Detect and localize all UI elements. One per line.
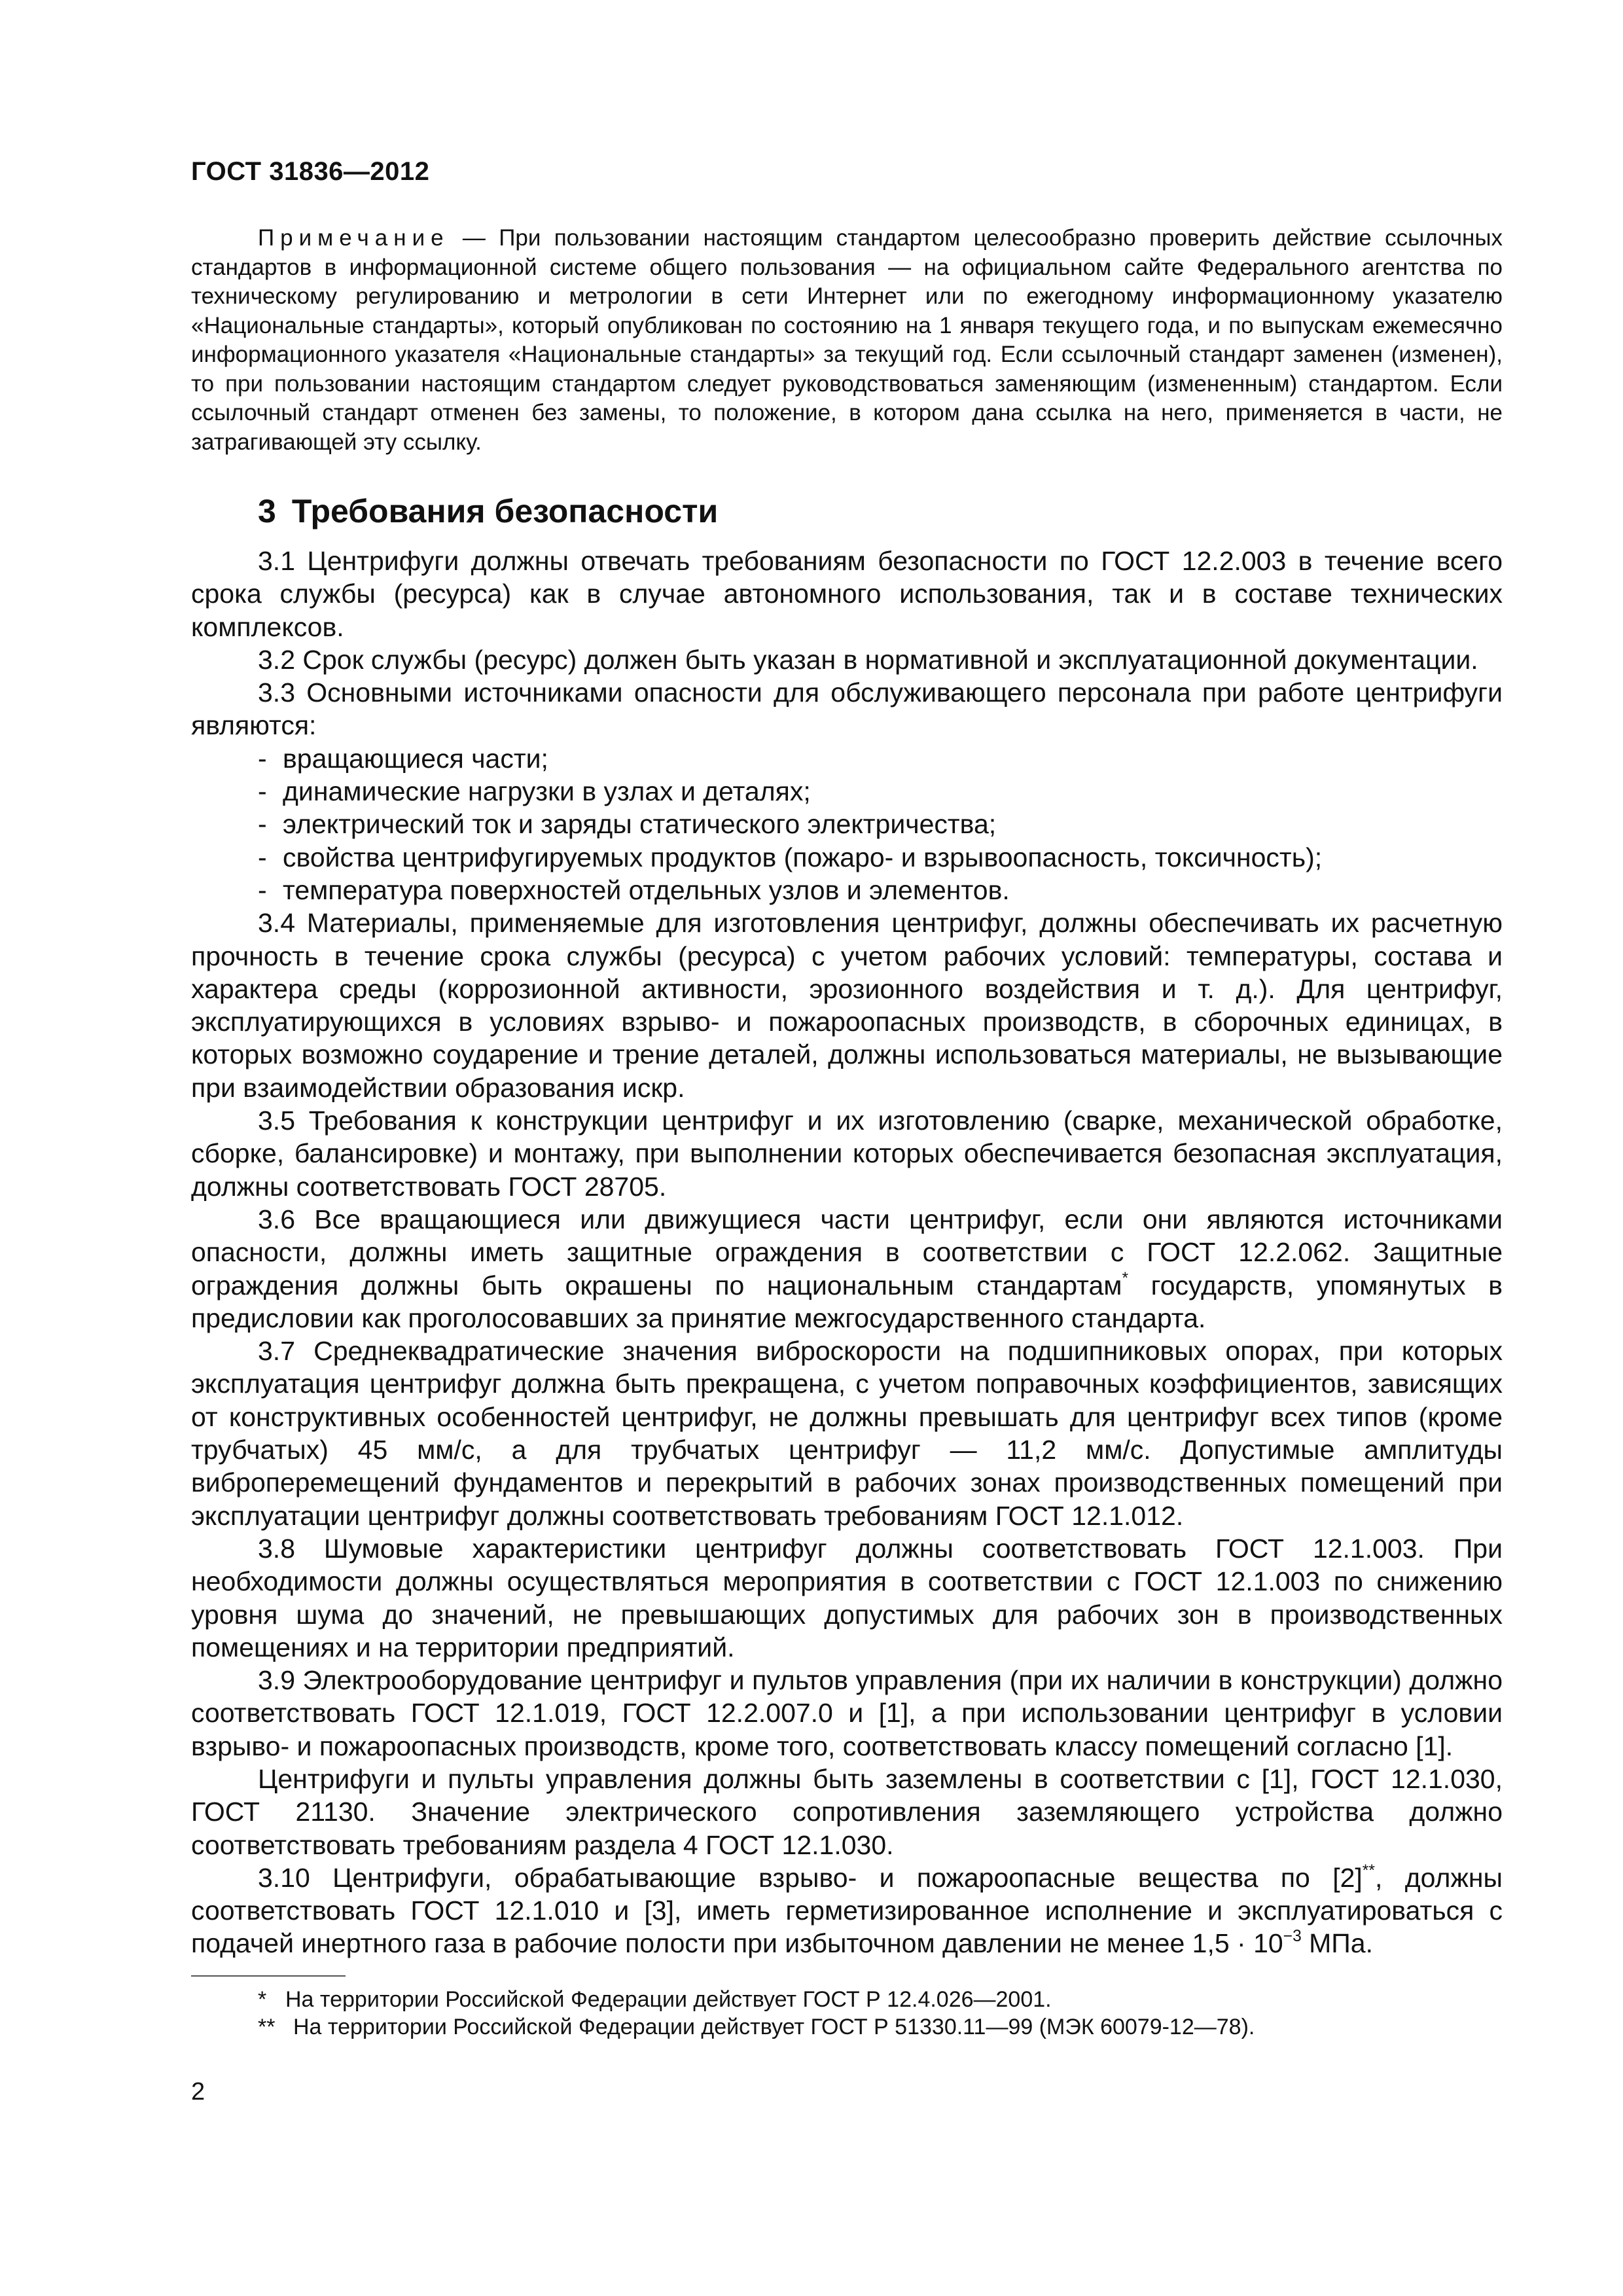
paragraph-3-5: 3.5 Требования к конструкции центрифуг и их изготовлению (сварке, механической обработке, сборке, балансировке) и монтажу, при выполнении которых обеспечивается безопасная эксплуатация, должны соответствовать ГОСТ 28705.	[191, 1105, 1503, 1202]
list-item-text: температура поверхностей отдельных узлов и элементов.	[283, 874, 1010, 905]
footnote-text: На территории Российской Федерации действует ГОСТ Р 51330.11—99 (МЭК 60079-12—78).	[293, 2015, 1255, 2039]
page-number: 2	[191, 2078, 205, 2106]
list-dash: -	[258, 842, 267, 872]
list-item-text: динамические нагрузки в узлах и деталях;	[283, 776, 811, 807]
list-dash: -	[258, 809, 267, 840]
paragraph-3-10-unit: МПа.	[1301, 1928, 1373, 1959]
paragraph-3-8: 3.8 Шумовые характеристики центрифуг должны соответствовать ГОСТ 12.1.003. При необходимости должны осуществляться мероприятия в соответствии с ГОСТ 12.1.003 по снижению уровня шума до значений, не превышающих допустимых для рабочих зон в производственных помещениях и на территории предприятий.	[191, 1533, 1503, 1662]
list-dash: -	[258, 776, 267, 807]
paragraph-3-9: 3.9 Электрооборудование центрифуг и пультов управления (при их наличии в конструкции) должно соответствовать ГОСТ 12.1.019, ГОСТ 12.2.007.0 и [1], а при использовании центрифуг в условии взрыво- и пожароопасных производств, кроме того, соответствовать классу помещений согласно [1].	[191, 1665, 1503, 1761]
paragraph-3-7: 3.7 Среднеквадратические значения виброскорости на подшипниковых опорах, при которых эксплуатация центрифуг должна быть прекращена, с учетом поправочных коэффициентов, зависящих от конструктивных особенностей центрифуг, не должны превышать для центрифуг всех типов (кроме трубчатых) 45 мм/с, а для трубчатых центрифуг — 11,2 мм/с. Допустимые амплитуды виброперемещений фундаментов и перекрытий в рабочих зонах производственных помещений при эксплуатации центрифуг должны соответствовать требованиям ГОСТ 12.1.012.	[191, 1336, 1503, 1531]
footnote-mark: **	[258, 2015, 276, 2039]
note-text: При пользовании настоящим стандартом целесообразно проверить действие ссылочных стандартов в информационной системе общего пользования — на официальном сайте Федерального агентства по техническому регулированию и метрологии в сети Интернет или по ежегодному информационному указателю «Национальные стандарты», который опубликован по состоянию на 1 января текущего года, и по выпускам ежемесячно информационного указателя «Национальные стандарты» за текущий год. Если ссылочный стандарт заменен (изменен), то при пользовании настоящим стандартом следует руководствоваться заменяющим (измененным) стандартом. Если ссылочный стандарт отменен без замены, то положение, в котором дана ссылка на него, применяется в части, не затрагивающей эту ссылку.	[191, 225, 1503, 455]
footnote-text: На территории Российской Федерации действует ГОСТ Р 12.4.026—2001.	[285, 1987, 1052, 2012]
list-dash: -	[258, 743, 267, 774]
hazard-list-item	[191, 742, 1503, 775]
exponent: −3	[1283, 1928, 1302, 1946]
paragraph-3-3: 3.3 Основными источниками опасности для обслуживающего персонала при работе центрифуги являются:	[191, 677, 1503, 741]
paragraph-3-10-text-cont: , должны соответствовать ГОСТ 12.1.010 и [3], иметь герметизированное исполнение и эксплуатироваться с подачей инертного газа в рабочие полости при избыточном давлении не менее 1,5 · 10	[191, 1862, 1503, 1959]
note-label: Примечание	[258, 225, 450, 251]
hazard-list-item	[191, 808, 1503, 840]
paragraph-3-6-text-cont: государств, упомянутых в предисловии как проголосовавших за принятие межгосударственного стандарта.	[191, 1270, 1503, 1333]
footnote-1	[258, 1986, 1255, 2013]
section-title: Требования безопасности	[291, 493, 719, 529]
list-item-text: вращающиеся части;	[283, 743, 548, 774]
footnote-ref-2: **	[1362, 1861, 1375, 1880]
list-item-text: электрический ток и заряды статического электричества;	[283, 809, 997, 840]
footnote-ref-1: *	[1122, 1269, 1129, 1287]
paragraph-3-10-text: 3.10 Центрифуги, обрабатывающие взрыво- и пожароопасные вещества по [2]	[258, 1862, 1363, 1893]
footnotes	[258, 1986, 1255, 2041]
paragraph-3-4: 3.4 Материалы, применяемые для изготовления центрифуг, должны обеспечивать их расчетную прочность в течение срока службы (ресурса) с учетом рабочих условий: температуры, состава и характера среды (коррозионной активности, эрозионного воздействия и т. д.). Для центрифуг, эксплуатирующихся в условиях взрыво- и пожароопасных производств, в сборочных единицах, в которых возможно соударение и трение деталей, должны использоваться материалы, не вызывающие при взаимодействии образования искр.	[191, 908, 1503, 1103]
reference-note	[191, 224, 1503, 457]
paragraph-3-10	[191, 1861, 1503, 1960]
section-body	[191, 545, 1503, 1960]
document-id-header: ГОСТ 31836—2012	[191, 157, 430, 186]
paragraph-3-2: 3.2 Срок службы (ресурс) должен быть указан в нормативной и эксплуатационной документации.	[258, 644, 1478, 675]
footnote-separator	[191, 1975, 346, 1977]
hazard-list-item	[191, 841, 1503, 874]
note-dash: —	[449, 225, 499, 251]
paragraph-3-6-text: 3.6 Все вращающиеся или движущиеся части центрифуг, если они являются источниками опасности, должны иметь защитные ограждения в соответствии с ГОСТ 12.2.062. Защитные ограждения должны быть окрашены по национальным стандартам	[191, 1204, 1503, 1300]
footnote-2	[258, 2013, 1255, 2041]
paragraph-3-6	[191, 1203, 1503, 1335]
footnote-mark: *	[258, 1987, 267, 2012]
hazard-list-item	[191, 874, 1503, 906]
section-heading	[258, 492, 718, 530]
list-item-text: свойства центрифугируемых продуктов (пожаро- и взрывоопасность, токсичность);	[283, 842, 1323, 872]
paragraph-3-9-grounding: Центрифуги и пульты управления должны быть заземлены в соответствии с [1], ГОСТ 12.1.030, ГОСТ 21130. Значение электрического сопротивления заземляющего устройства должно соответствовать требованиям раздела 4 ГОСТ 12.1.030.	[191, 1763, 1503, 1860]
hazard-list-item	[191, 775, 1503, 808]
section-number: 3	[258, 493, 276, 529]
paragraph-3-1: 3.1 Центрифуги должны отвечать требованиям безопасности по ГОСТ 12.2.003 в течение всего срока службы (ресурса) как в случае автономного использования, так и в составе технических комплексов.	[191, 546, 1503, 642]
list-dash: -	[258, 874, 267, 905]
